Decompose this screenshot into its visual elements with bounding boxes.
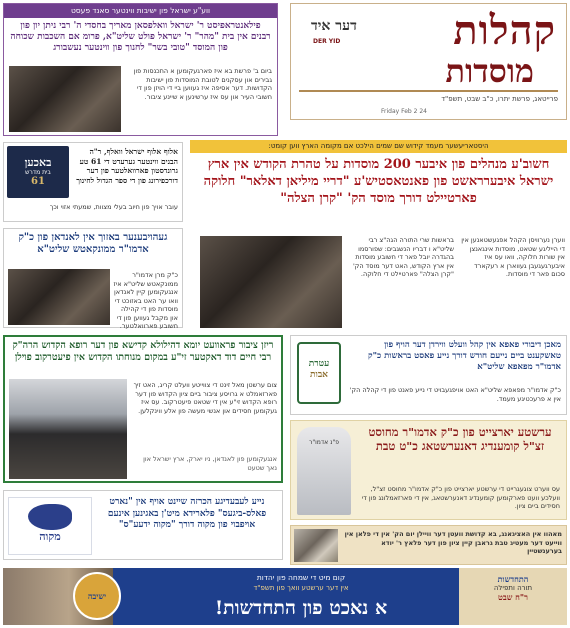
article1-kicker: ווע"ע ישראל פון ישיבות ווינטער סאנד פעסט [4,4,277,18]
article4-body: צום ערשטן מאל זינט די צווייטע וועלט קריג, האט זיך פארזאמלט א גרויסע ציבור ביים ציון הקדוש פון דער רופא הקדוש זי"ע אין די שטאט פיעטרקוב. עס איז געקומען חסידים און אנשי מעשה פון אלע ווינקלען. [133,381,277,415]
strip-box [290,525,567,565]
article4-photo [9,379,127,479]
article7-logo-text: מקוה [39,530,61,543]
ad1-title: באכען [24,156,52,169]
mikveh-logo-icon [28,504,72,530]
masthead-date: Friday Feb 2 24 [381,108,427,115]
footer-text2: אין דער ערשטע וואך פון תשפ"ד [253,584,349,592]
footer-brand: ישיבה [87,591,107,601]
banner-col2: ווערן נערוויסן הקהל אפגעשטאנען אין די הייליגע שטאט, מוסדות אינגאנצן אין שורות חלוקה, וואו עס איז איבערגעגעבן געווארן א רעקארד סכום פאר די מוסדות. [461,236,565,278]
article5-badge [297,342,341,404]
article1-photo [9,66,121,132]
masthead-title-top: קהלות [453,7,556,54]
article2-box [3,142,183,222]
footer-ad [3,568,567,625]
article1-box [3,3,278,136]
masthead-tagline: פרייטאג, פרשת יתרו, כ"ב שבט, תשפ"ד [441,95,558,103]
strip-photo [294,529,338,562]
banner-kicker: היסטאריעשער מעמד קידוש שם שמים הילכט אם מקומה הארץ ווען קומט: [190,140,567,153]
article7-box [3,490,283,560]
article5-badge-bottom: אבות [310,370,328,380]
footer-headline: א נאכט פון התחדשות! [214,597,388,619]
article4-headline: ריזן ציבור פראוועט יומא דהילולא קדישא פון דער רופא הקדוש הרה"ק רבי חיים דוד דאקטער זי"ע במקום מנוחתו הקדוש אין פיעטרקוב פוילן [12,340,274,363]
article6-body: עס ווערט צוגעגרייט די ערשטע יארצייט פון כ"ק אדמו"ר מחוסט זצ"ל, וועלכע וועט פארקומען קומענדיג דאנערשטאג, אין די פארזאמלונג פון די חסידים ביים ציון. [361,485,560,510]
article5-box [290,335,567,415]
footer-text1: קום מיט די שמחה פון יהדות [256,573,346,582]
article6-stone-text: פ"נ אדמו"ר [309,439,339,446]
article7-headline: נייע לעבעדיגע הכרזה שיינט אויף אין "נארט פאלס-ביגעס" פלארידא מיט'ן באגינען אינעם אויפבוי פון מקוה דורך "מקוה ידעע"ס" [107,497,267,530]
article5-headline: מאכן דיבורי פאפא אין קהל וועלט ווירדן דער הויף פון טאשקענט ביים נייעם חודש דורך נייע פאסט בראשות כ"ק אדמו"ר מפאפא שליט"א [368,340,561,372]
footer-right-panel [459,568,567,625]
article3-box [3,228,183,328]
footer-right-1: התחדשות [497,574,529,584]
masthead-underline [299,90,558,92]
footer-right-3: ר"ח שבט [498,592,528,602]
banner-headline: חשוב'ע מנהלים פון איבער 200 מוסדות על טהרת הקודש אין ארץ ישראל איבערראשט פון פאנטאסטיש'ע "דריי מיליאן דאלאר" חלוקה פארטיילט דורך מוסד הק' "קרן הצלה" [203,157,554,206]
article5-badge-top: עטרת [308,359,330,369]
article7-logo [8,497,92,555]
article2-text: אלוף אלוף ישראל וואלף, ר"ה הבנים ווינטער גערעדט די 61 טע גרונדסטון פארוואלטער פון דער דורכפירונג פון די ספר הגדול לחינוך [76,147,178,185]
article4-box [3,335,283,483]
article6-headline: ערשטע יארצייט פון כ"ק אדמו"ר מחוסט זצ"ל קומענדיג דאנערשטאג כ"ט טבת [368,425,552,453]
banner-col1: בראשות שרי התורה הגה"צ רבי שליט"א ו דבריו הנשגבים: שפורסמו בהגדרה יובל פאר די חשובע מוסדות אין ארץ הקודש, האט דער מוסד הק' "קרן הצלה" פארטיילט די חלוקה. [352,236,454,278]
strip-text: מאהוו אין האציגאנג, בא קדושת וועטן דער וויילן יום הק' אין די פלאן אין ווייעט דער מעטיג טבת גראבן קיין ציון פון דער פלאץ ר' יודא בערענשטיין [344,530,562,555]
article5-body: כ"ק אדמו"ר מפאפא שליט"א האט אויפגעבויט די נייע פאנט פון די קהלה הק' אין א פרעכטיגע מעמד. [349,386,561,403]
banner-photo [200,236,342,328]
ad1-badge [7,146,69,198]
article1-body: ביום ב' פרשת בא איז פארגעקומען א התכנסות פון גבירים און עסקנים לטובת המוסדות פון ישיבות הקדושות. דער אסיפה איז געווען ביי די הויזן פון די חשובי העיר און עס איז ערשינען א שיינע ציבור. [133,67,272,101]
masthead [290,3,567,120]
article6-stone [297,427,351,515]
masthead-title-small: דער איד [311,18,357,34]
article3-body: כ"ק מרן אדמו"ר ממונקאטש שליט"א איז אנגעקומען קיין לאנדאן וואו ער האט באזוכט די מוסדות פון די קהילה און מקבל געווען פון די חשובע פארוואלטער. [113,271,178,330]
article1-headline: פילאנטראפיסט ר' ישראל וואלפסאן מאריך בחסדי ה' רבי ניתן יון פון רבנים אין בית "מהר" ר' ישראל פולט שליט"א, פרומ אם השכבות שכוחה פון המוסד "טובי בשר" לחנוך פון ווינטער נעשבורג [10,21,271,53]
article3-photo [8,269,110,325]
masthead-title-bottom: מוסדות [445,52,534,90]
article6-box [290,420,567,520]
article4-foot: אנגעקומען פון לאנדאן, ניו יארק, ארץ ישראל און נאך שטעט [143,455,277,472]
footer-emblem [73,572,121,620]
footer-right-2: תורה ותפילה [493,584,533,592]
ad1-sub: בית מדרש [25,169,51,176]
masthead-logo-label: DER YID [313,38,341,45]
article2-foot: עובר אויך פון חיוב בעלי מצוות, שמעתי אזוי וכך [49,203,178,211]
article3-headline: געהויבענער באזוך אין לאנדאן פון כ"ק אדמו"ר ממונקאטש שליט"א [18,232,168,255]
ad1-number: 61 [31,176,45,187]
